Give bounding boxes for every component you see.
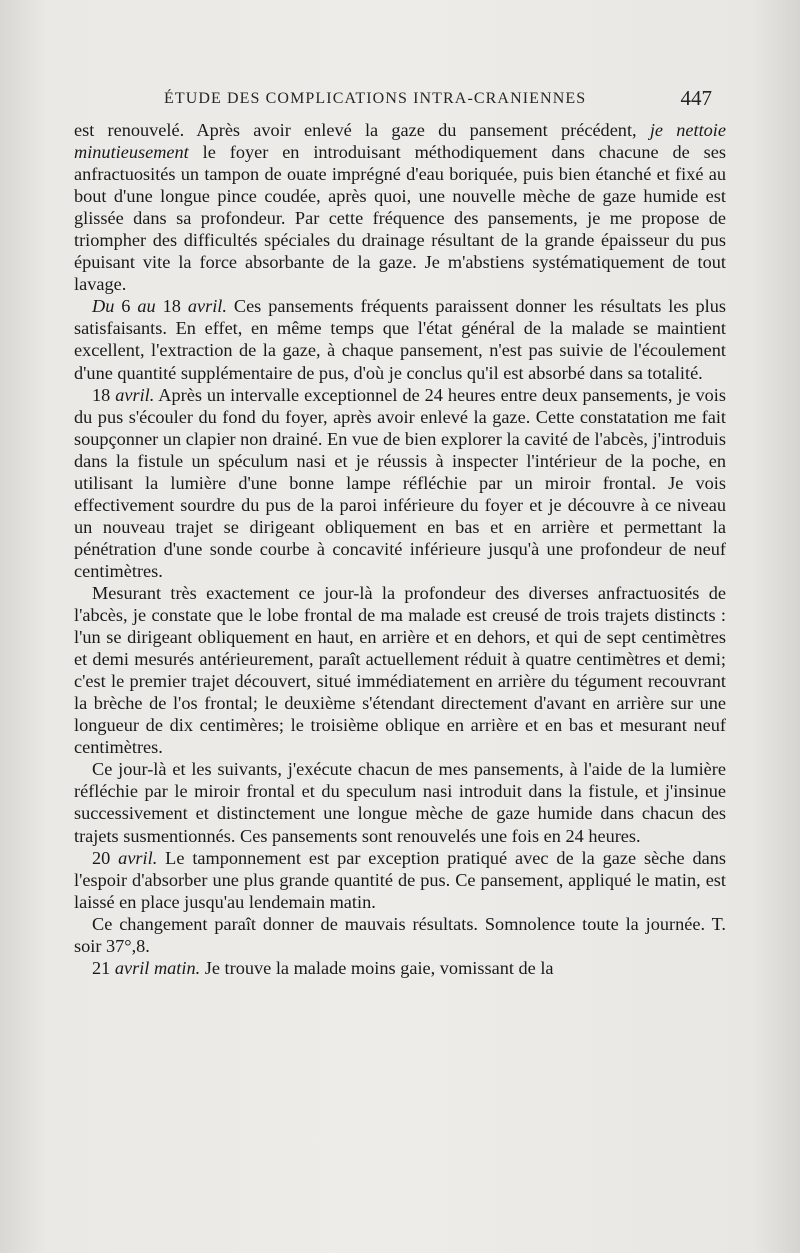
- paragraph-2: [74, 295, 726, 383]
- text-segment: est renouvelé. Après avoir enlevé la gaze du pansement précédent,: [74, 120, 650, 140]
- text-segment: Le tamponnement est par exception pratiqué avec de la gaze sèche dans l'espoir d'absorber une plus grande quantité de pus. Ce pansement, appliqué le matin, est laissé en place jusqu'au lendemain matin.: [74, 847, 726, 912]
- italic-segment: avril.: [118, 847, 158, 868]
- page-number: 447: [680, 86, 712, 110]
- paragraph-6: [74, 847, 726, 913]
- text-segment: 18: [155, 296, 188, 317]
- paragraph-7: [74, 913, 726, 957]
- text-segment: Après un intervalle exceptionnel de 24 heures entre deux pansements, je vois du pus s'écouler du fond du foyer, après avoir enlevé la gaze. Cette constatation me fait soupçonner un clapier non drainé. En vue de bien explorer la cavité de l'abcès, j'introduis dans la fistule un spéculum nasi et je réussis à inspecter l'intérieur de la poche, en utilisant la lumière d'une bonne lampe réfléchie par un miroir frontal. Je vois effectivement sourdre du pus de la paroi inférieure du foyer et je découvre à ce niveau un nouveau trajet se dirigeant obliquement en bas et en arrière et permettant la pénétration d'une sonde courbe à concavité inférieure jusqu'à une profondeur de neuf centimètres.: [74, 384, 726, 581]
- italic-segment: je nettoie minutieusement: [74, 120, 726, 163]
- text-segment: 6: [114, 296, 138, 317]
- body-text: [74, 119, 726, 979]
- text-segment: 20: [92, 847, 119, 868]
- italic-segment: Du: [92, 296, 115, 317]
- running-title: ÉTUDE DES COMPLICATIONS INTRA-CRANIENNES: [164, 90, 587, 107]
- text-segment: le foyer en introduisant méthodiquement dans chacune de ses anfractuosités un tampon de ouate imprégné d'eau boriquée, puis bien étanché et fixé au bout d'une longue pince coudée, après quoi, une nouvelle mèche de gaze humide est glissée dans sa profondeur. Par cette fréquence des pansements, je me propose de triompher des difficultés spéciales du drainage résultant de la grande épaisseur du pus épuisant vite la force absorbante de la gaze. Je m'abstiens systématiquement de tout lavage.: [74, 142, 726, 295]
- page-header: [74, 88, 726, 112]
- text-segment: Ces pansements fréquents paraissent donner les résultats les plus satisfaisants. En effet, en même temps que l'état général de la malade se maintient excellent, l'extraction de la gaze, à chaque pansement, n'est pas suivie de l'écoulement d'une quantité supplémentaire de pus, d'où je conclus qu'il est absorbé dans sa totalité.: [74, 296, 727, 383]
- paragraph-3: [74, 384, 726, 582]
- text-segment: 18: [92, 384, 116, 405]
- text-segment: Mesurant très exactement ce jour-là la profondeur des diverses anfractuosités de l'abcès, je constate que le lobe frontal de ma malade est creusé de trois trajets distincts : l'un se dirigeant obliquement en haut, en arrière et en dehors, et qui de sept centimètres et demi mesurés antérieurement, paraît actuellement réduit à quatre centimètres et demi; c'est le premier trajet découvert, situé immédiatement en arrière du tégument recouvrant la brèche de l'os frontal; le deuxième s'étendant directement d'avant en arrière sur une longueur de dix centimères; le troisième oblique en arrière et en bas et mesurant neuf centimètres.: [74, 582, 726, 758]
- paragraph-5: [74, 758, 726, 846]
- italic-segment: avril.: [115, 384, 155, 405]
- paragraph-1: [74, 119, 726, 295]
- paragraph-8: [74, 957, 726, 979]
- text-segment: Ce changement paraît donner de mauvais résultats. Somnolence toute la journée. T. soir 37°,8.: [74, 913, 726, 956]
- text-segment: Ce jour-là et les suivants, j'exécute chacun de mes pansements, à l'aide de la lumière réfléchie par le miroir frontal et du speculum nasi introduit dans la fistule, et j'insinue successivement et distinctement une longue mèche de gaze humide dans chacun des trajets susmentionnés. Ces pansements sont renouvelés une fois en 24 heures.: [74, 759, 726, 846]
- italic-segment: avril.: [187, 296, 227, 317]
- italic-segment: au: [137, 296, 156, 317]
- text-segment: 21: [92, 957, 115, 978]
- paragraph-4: [74, 582, 726, 758]
- text-segment: Je trouve la malade moins gaie, vomissant de la: [200, 957, 554, 978]
- italic-segment: avril matin.: [114, 957, 201, 978]
